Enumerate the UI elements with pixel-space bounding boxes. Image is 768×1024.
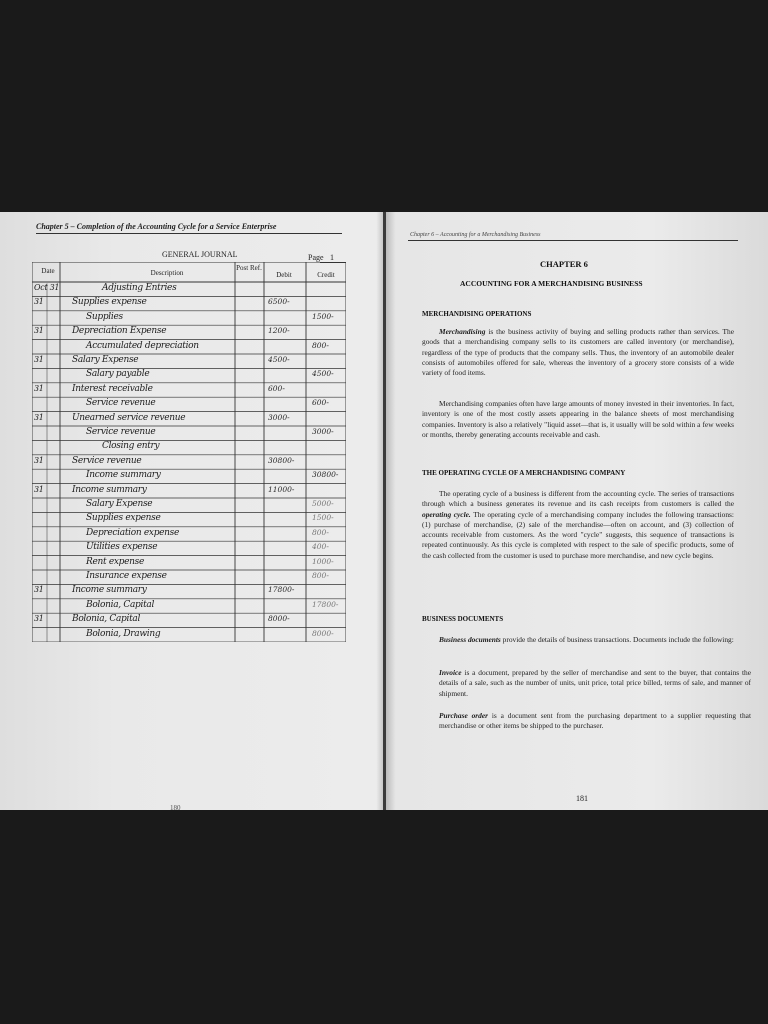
entry-debit-amount: 6500-	[268, 297, 290, 307]
entry-description: Service revenue	[86, 427, 156, 437]
entry-date: 31	[34, 484, 44, 494]
entry-date: 31	[34, 383, 44, 393]
paragraph-operating-cycle-text-b: The operating cycle of a merchandising company includes the following transactions: (1) purchase of merchandise, (2) sale of the merchandise—often on account, and (3) collection of accounts receivable from customers. As the word "cycle" suggests, this sequence of transactions is repeated continuously. As this cycle is completed with respect to the sale of specific products, some of the cash collected from the customer is used to purchase more merchandise, and new cycle begins.	[422, 509, 734, 560]
right-header-rule	[408, 240, 738, 241]
paragraph-inventory: Merchandising companies often have large amounts of money invested in their inventories. In fact, inventory is one of the most costly assets appearing in the balance sheets of most merchandising companies. Inventory is also a relatively "liquid asset—that is, it usually will be sold within a few weeks or months, thereby generating accounts receivable and cash.	[422, 399, 734, 439]
col-header-date: Date	[41, 267, 55, 275]
entry-description: Utilities expense	[86, 542, 158, 553]
entry-credit-amount: 1500-	[312, 311, 334, 321]
entry-description: Interest receivable	[72, 383, 153, 394]
entry-description: Insurance expense	[86, 571, 167, 581]
entry-debit-amount: 4500-	[268, 355, 290, 364]
col-header-post-ref: Post Ref.	[236, 264, 262, 272]
entry-debit-amount: 600-	[268, 383, 285, 393]
journal-page-number: 1	[330, 253, 334, 262]
entry-date: 31	[34, 326, 44, 336]
paragraph-merchandising	[422, 327, 734, 378]
entry-credit-amount: 5000-	[312, 499, 334, 508]
entry-description: Unearned service revenue	[72, 412, 186, 423]
entry-description: Supplies expense	[86, 513, 161, 524]
term-merchandising: Merchandising	[439, 327, 486, 336]
entry-debit-amount: 17800-	[268, 585, 295, 595]
section-heading-business-documents: BUSINESS DOCUMENTS	[422, 615, 504, 623]
entry-description: Salary Expense	[86, 499, 153, 509]
term-operating-cycle: operating cycle.	[422, 509, 471, 519]
entry-debit-amount: 11000-	[268, 484, 295, 494]
entry-credit-amount: 800-	[312, 571, 329, 580]
entry-date: 31	[34, 585, 44, 595]
entry-description: Closing entry	[102, 441, 160, 452]
entry-credit-amount: 8000-	[312, 628, 334, 638]
journal-page-label: Page	[308, 253, 324, 262]
entry-credit-amount: 4500-	[312, 369, 334, 379]
entry-description: Salary Expense	[72, 355, 139, 365]
entry-date: 31	[34, 412, 44, 422]
col-header-description: Description	[150, 269, 184, 277]
entry-description: Supplies expense	[72, 297, 147, 308]
entry-date: 31	[34, 614, 44, 624]
entry-credit-amount: 3000-	[312, 427, 334, 436]
entry-credit-amount: 800-	[312, 527, 329, 537]
definition-purchase-order	[422, 711, 751, 732]
entry-description: Salary payable	[86, 369, 150, 380]
journal-title: GENERAL JOURNAL	[162, 250, 238, 259]
entry-description: Income summary	[72, 585, 147, 596]
entry-description: Adjusting Entries	[102, 283, 177, 293]
entry-credit-amount: 1000-	[312, 556, 334, 566]
entry-date: 31	[34, 455, 44, 465]
book-gutter	[383, 212, 386, 810]
section-heading-operating-cycle: THE OPERATING CYCLE OF A MERCHANDISING COMPANY	[422, 469, 626, 477]
entry-credit-amount: 600-	[312, 398, 329, 408]
entry-description: Supplies	[86, 311, 123, 322]
entry-debit-amount: 8000-	[268, 614, 290, 624]
entry-description: Depreciation expense	[86, 527, 180, 538]
entry-description: Service revenue	[86, 398, 156, 409]
entry-description: Income summary	[86, 470, 161, 481]
definition-invoice-text: is a document, prepared by the seller of merchandise and sent to the buyer, that contains the details of a sale, such as the number of units, unit price, total price billed, terms of sale, and manner of shipment.	[439, 668, 751, 698]
entry-description: Bolonia, Capital	[86, 599, 155, 610]
paragraph-business-documents-text: provide the details of business transactions. Documents include the following:	[500, 635, 734, 644]
section-heading-merchandising-operations: MERCHANDISING OPERATIONS	[422, 310, 532, 318]
left-header-rule	[36, 233, 342, 234]
entry-date: 31	[34, 297, 44, 307]
entry-description: Depreciation Expense	[72, 326, 167, 337]
chapter-title: ACCOUNTING FOR A MERCHANDISING BUSINESS	[460, 279, 643, 288]
entry-credit-amount: 17800-	[312, 599, 339, 609]
definition-purchase-order-text: is a document sent from the purchasing department to a supplier requesting that merchandise or other items be shipped to the purchaser.	[439, 711, 751, 731]
entry-debit-amount: 1200-	[268, 326, 290, 336]
term-business-documents: Business documents	[439, 635, 501, 644]
definition-invoice	[422, 668, 751, 699]
right-page-folio: 181	[576, 794, 588, 803]
paragraph-merchandising-text: is the business activity of buying and selling products rather than services. The goods that a merchandising company sells to its customers are called inventory (or merchandise), regardless of the type of products that the company sells. Thus, the inventory of an automobile dealer consists of automobiles offered for sale, whereas the inventory of a grocery store consists of a wide variety of food items.	[422, 327, 734, 378]
paragraph-operating-cycle	[422, 489, 734, 561]
entry-description: Bolonia, Drawing	[86, 628, 161, 639]
general-journal-table	[32, 262, 346, 642]
term-invoice: Invoice	[439, 668, 462, 677]
right-page-header: Chapter 6 – Accounting for a Merchandising Business	[410, 232, 541, 238]
entry-date: Oct 31	[34, 283, 60, 292]
entry-description: Bolonia, Capital	[72, 614, 141, 625]
term-purchase-order: Purchase order	[439, 711, 489, 720]
entry-description: Accumulated depreciation	[86, 340, 199, 351]
paragraph-business-documents	[422, 635, 734, 645]
entry-credit-amount: 800-	[312, 340, 329, 350]
entry-description: Income summary	[72, 484, 147, 495]
left-page-folio: 180	[170, 804, 181, 812]
entry-credit-amount: 1500-	[312, 513, 334, 523]
chapter-number: CHAPTER 6	[540, 259, 588, 269]
entry-credit-amount: 30800-	[312, 470, 339, 480]
paragraph-operating-cycle-text-a: The operating cycle of a business is different from the accounting cycle. The series of transactions through which a business generates its revenue and its cash receipts from customers is called the	[422, 489, 734, 509]
col-header-credit: Credit	[317, 271, 335, 279]
entry-date: 31	[34, 355, 44, 364]
entry-debit-amount: 30800-	[268, 455, 295, 465]
entry-credit-amount: 400-	[312, 542, 329, 552]
col-header-debit: Debit	[276, 271, 292, 279]
entry-debit-amount: 3000-	[268, 412, 290, 422]
left-page-header: Chapter 5 – Completion of the Accounting Cycle for a Service Enterprise	[36, 222, 277, 231]
entry-description: Rent expense	[86, 556, 145, 567]
entry-description: Service revenue	[72, 455, 142, 466]
